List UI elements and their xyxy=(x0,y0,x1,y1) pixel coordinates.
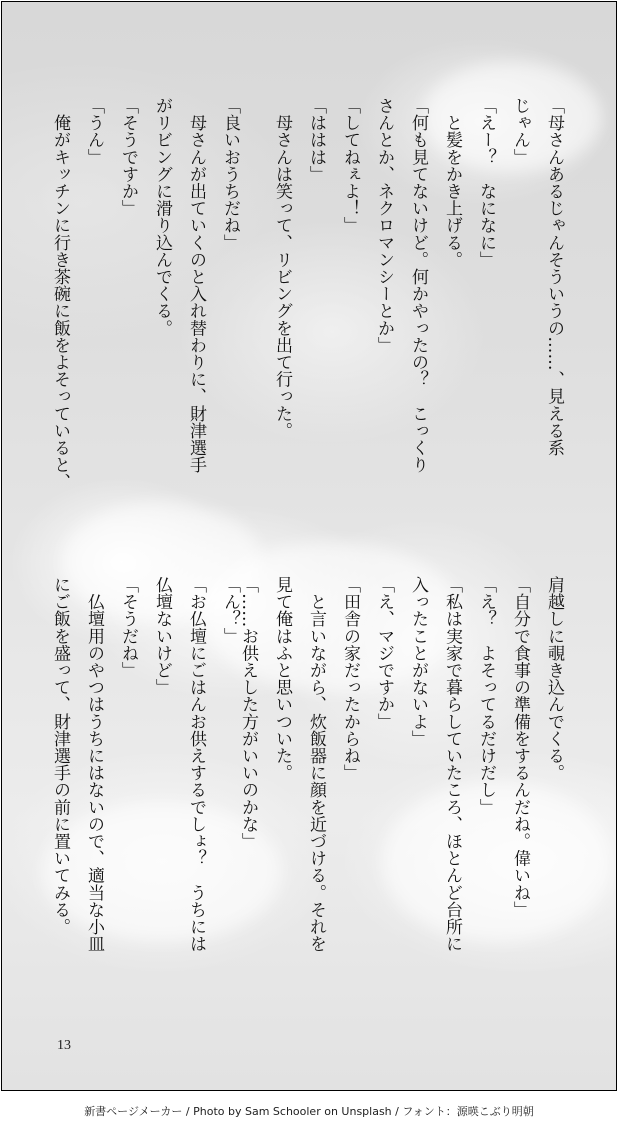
text-column: がリビングに滑り込んでくる。 xyxy=(152,97,172,337)
text-column: 「ん？」 xyxy=(220,576,240,645)
text-column: 「……お供えした方がいいのかな」 xyxy=(238,576,258,850)
text-column: 見て俺はふと思いついた。 xyxy=(272,576,292,782)
text-column: 「ははは」 xyxy=(306,97,326,183)
text-column: 入ったことがないよ」 xyxy=(408,576,428,747)
text-column: と言いながら、炊飯器に顔を近づける。それを xyxy=(306,576,326,953)
text-column: 「え、マジですか」 xyxy=(374,576,394,730)
text-column: 仏壇用のやつはうちにはないので、適当な小皿 xyxy=(84,576,104,953)
text-column: 「えー？ なになに」 xyxy=(476,97,496,268)
credit-line: 新書ページメーカー / Photo by Sam Schooler on Unsplash / フォント：源暎こぶり明朝 xyxy=(84,1105,534,1118)
text-column: と髪をかき上げる。 xyxy=(442,97,462,268)
page-number: 13 xyxy=(57,1038,71,1053)
text-column: 「え？ よそってるだけだし」 xyxy=(476,576,496,816)
text-column: 「お仏壇にごはんお供えするでしょ？ うちには xyxy=(186,576,206,953)
text-column: 「田舎の家だったからね」 xyxy=(340,576,360,782)
text-column: 「自分で食事の準備をするんだね。偉いね」 xyxy=(510,576,530,918)
text-column: 仏壇ないけど」 xyxy=(152,576,172,696)
text-column: さんとか、ネクロマンシーとか」 xyxy=(374,97,394,354)
text-column: 母さんは笑って、リビングを出て行った。 xyxy=(272,97,292,439)
text-column: にご飯を盛って、財津選手の前に置いてみる。 xyxy=(50,576,70,936)
text-column: 肩越しに覗き込んでくる。 xyxy=(544,576,564,782)
text-column: 「そうですか」 xyxy=(118,97,138,217)
text-column: 「母さんあるじゃんそういうの……、見える系 xyxy=(544,97,564,457)
text-column: 「何も見てないけど。何かやったの？ こっくり xyxy=(408,97,428,474)
text-column: 「私は実家で暮らしていたころ、ほとんど台所に xyxy=(442,576,462,953)
text-column: 俺がキッチンに行き茶碗に飯をよそっていると、 xyxy=(50,97,70,491)
text-column: じゃん」 xyxy=(510,97,530,166)
text-column: 「そうだね」 xyxy=(118,576,138,679)
book-page xyxy=(1,1,617,1091)
text-column: 母さんが出ていくのと入れ替わりに、財津選手 xyxy=(186,97,206,474)
text-column: 「うん」 xyxy=(84,97,104,166)
text-column: 「してねぇよ！」 xyxy=(340,97,360,234)
text-column: 「良いおうちだね」 xyxy=(220,97,240,251)
